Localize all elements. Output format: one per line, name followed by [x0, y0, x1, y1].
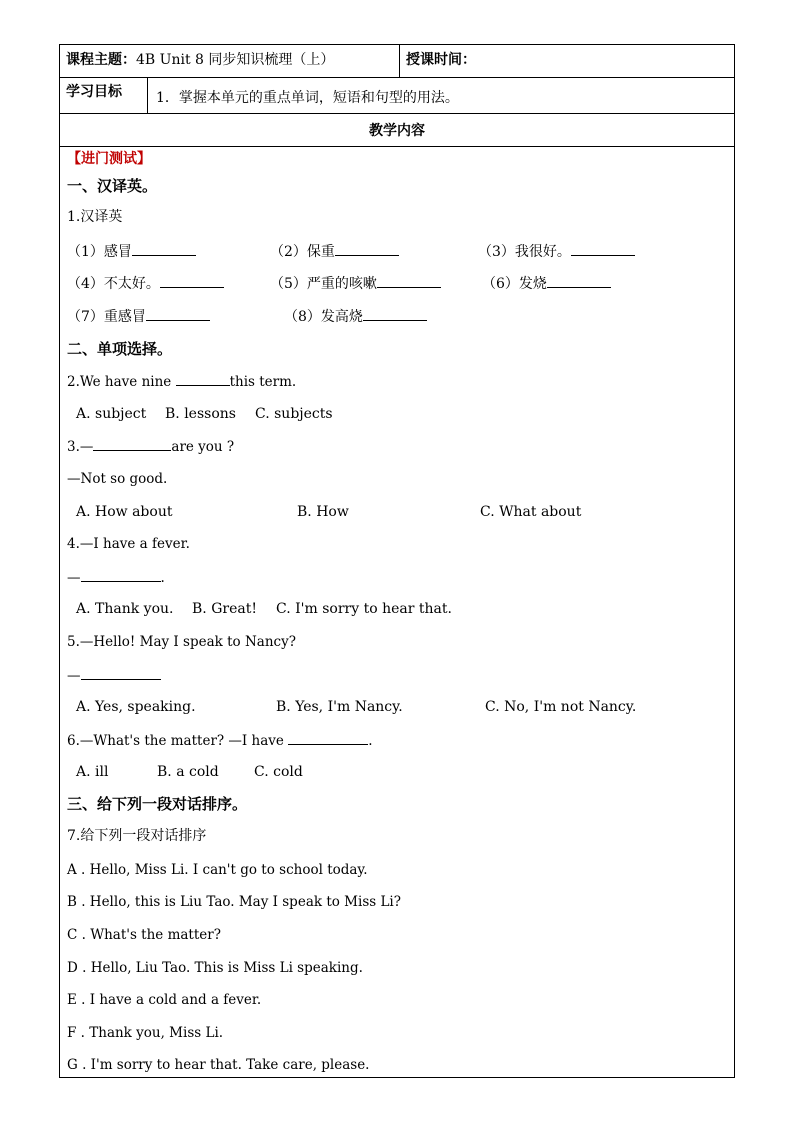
- question-5-reply: —: [67, 665, 161, 686]
- header-vdivider-1: [399, 45, 400, 77]
- translate-item-8: （8）发高烧: [284, 306, 427, 327]
- topic-cell: [66, 50, 334, 70]
- translate-item-3: （3）我很好。: [478, 241, 635, 262]
- section1-question: 1.汉译英: [67, 209, 123, 225]
- dialogue-line-g: G . I'm sorry to hear that. Take care, please.: [67, 1057, 370, 1073]
- translate-item-2: （2）保重: [270, 241, 399, 262]
- translate-item-6: （6）发烧: [482, 273, 611, 294]
- q3-option-b: B. How: [297, 504, 349, 520]
- q5-option-b: B. Yes, I'm Nancy.: [276, 699, 403, 715]
- content-title: 教学内容: [369, 123, 425, 139]
- topic-label: 课程主题：: [66, 52, 136, 68]
- dialogue-line-b: B . Hello, this is Liu Tao. May I speak to Miss Li?: [67, 894, 401, 910]
- q6-option-c: C. cold: [254, 764, 303, 780]
- question-2: 2.We have nine this term.: [67, 371, 296, 392]
- dialogue-line-a: A . Hello, Miss Li. I can't go to school today.: [67, 862, 368, 878]
- q5-option-a: A. Yes, speaking.: [76, 699, 196, 715]
- question-4-reply: — .: [67, 567, 165, 588]
- q2-option-b: B. lessons: [165, 406, 236, 422]
- header-divider-2: [60, 113, 734, 114]
- question-4: 4.—I have a fever.: [67, 536, 190, 552]
- dialogue-line-d: D . Hello, Liu Tao. This is Miss Li speaking.: [67, 960, 363, 976]
- goal-label: 学习目标: [66, 84, 122, 100]
- translate-item-1: （1）感冒: [67, 241, 196, 262]
- section2-title: 二、单项选择。: [67, 340, 173, 358]
- section3-question: 7.给下列一段对话排序: [67, 828, 207, 844]
- q6-option-b: B. a cold: [157, 764, 219, 780]
- section3-title: 三、给下列一段对话排序。: [67, 795, 248, 813]
- translate-item-4: （4）不太好。: [67, 273, 224, 294]
- q6-option-a: A. ill: [76, 764, 109, 780]
- dialogue-line-c: C . What's the matter?: [67, 927, 221, 943]
- q2-option-a: A. subject: [76, 406, 147, 422]
- section1-title: 一、汉译英。: [67, 177, 158, 195]
- lesson-plan-table: [59, 44, 735, 1078]
- header-divider-1: [60, 77, 734, 78]
- entry-test-label: 【进门测试】: [67, 151, 151, 167]
- q4-option-a: A. Thank you.: [76, 601, 174, 617]
- header-divider-3: [60, 146, 734, 147]
- translate-item-5: （5）严重的咳嗽: [270, 273, 441, 294]
- time-label: 授课时间：: [406, 52, 476, 68]
- q4-option-c: C. I'm sorry to hear that.: [276, 601, 452, 617]
- q2-option-c: C. subjects: [255, 406, 333, 422]
- header-vdivider-2: [147, 77, 148, 113]
- goal-value: 1．掌握本单元的重点单词，短语和句型的用法。: [156, 90, 459, 106]
- q4-option-b: B. Great!: [192, 601, 257, 617]
- question-6: 6.—What's the matter? —I have .: [67, 730, 373, 751]
- question-5: 5.—Hello! May I speak to Nancy?: [67, 634, 296, 650]
- question-3-reply: —Not so good.: [67, 471, 168, 487]
- question-3: 3.— are you ?: [67, 436, 234, 457]
- q5-option-c: C. No, I'm not Nancy.: [485, 699, 637, 715]
- q3-option-c: C. What about: [480, 504, 582, 520]
- topic-value: 4B Unit 8 同步知识梳理（上）: [136, 52, 335, 68]
- translate-item-7: （7）重感冒: [67, 306, 210, 327]
- dialogue-line-e: E . I have a cold and a fever.: [67, 992, 262, 1008]
- q3-option-a: A. How about: [76, 504, 173, 520]
- dialogue-line-f: F . Thank you, Miss Li.: [67, 1025, 224, 1041]
